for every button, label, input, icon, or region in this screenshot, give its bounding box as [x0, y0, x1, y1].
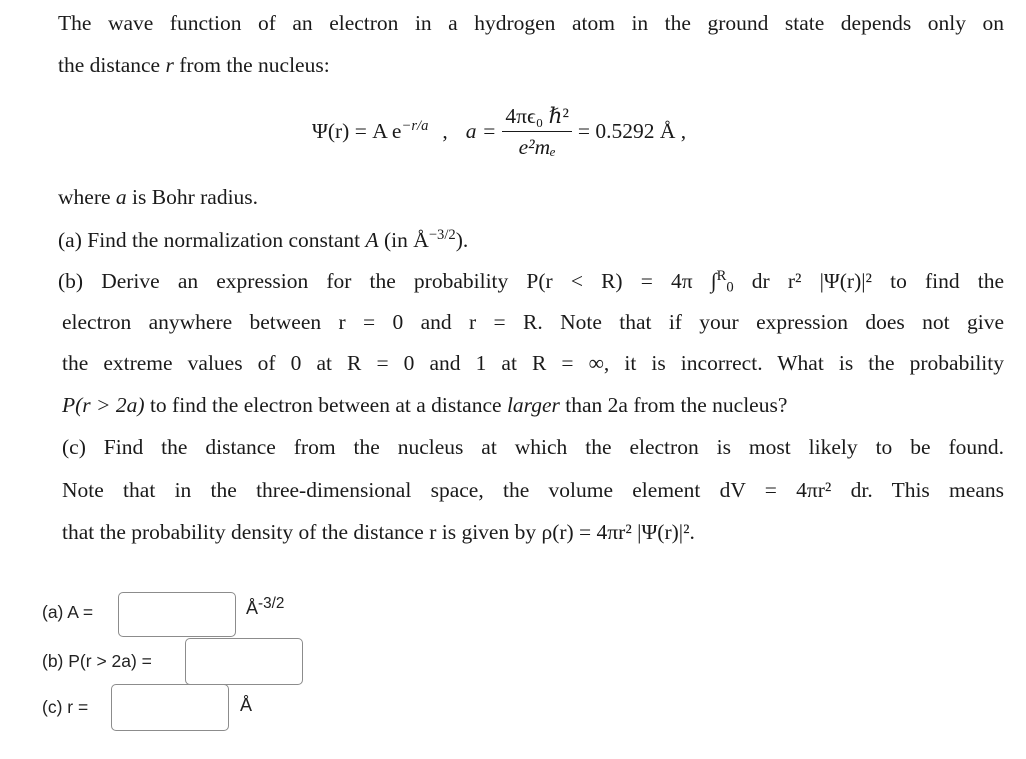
- part-b-line-2: electron anywhere between r = 0 and r = R. Note that if your expression does not give: [62, 310, 1004, 334]
- answer-a-input[interactable]: [118, 592, 236, 637]
- answer-b-input[interactable]: [185, 638, 303, 685]
- where-line: where a is Bohr radius.: [58, 185, 259, 209]
- part-a-question: (a) Find the normalization constant A (in $Å^{-3/2}$).: [58, 226, 469, 252]
- part-c-line-2: Note that in the three-dimensional space, the volume element dV = 4πr² dr. This means: [62, 478, 1004, 502]
- answer-c-unit: Å: [240, 695, 253, 715]
- fraction-denominator: e²mₑ: [518, 134, 556, 159]
- part-b-line-3: the extreme values of 0 at R = 0 and 1 at R = ∞, it is incorrect. What is the probability: [62, 351, 1004, 375]
- equation-comma: ,: [442, 118, 448, 143]
- psi-expression: Ψ(r) = A $e^{-r/a}$: [312, 117, 429, 143]
- part-c-line-3: that the probability density of the distance r is given by ρ(r) = 4πr² |Ψ(r)|².: [62, 520, 695, 544]
- part-c-line-1: (c) Find the distance from the nucleus at which the electron is most likely to be found.: [62, 435, 1004, 459]
- bohr-radius-value: = 0.5292 Å ,: [577, 118, 687, 143]
- bohr-radius-fraction: [502, 104, 571, 159]
- part-b-line-1: (b) Derive an expression for the probability P(r < R) = 4π ∫$^R_0$ dr r² |Ψ(r)|² to find the: [58, 267, 1005, 296]
- probability-integral: P(r < R) = 4π ∫$^R_0$ dr r² |Ψ(r)|²: [526, 267, 872, 296]
- wave-function-equation: [312, 96, 812, 166]
- answer-a-label: (a) A =: [42, 602, 94, 622]
- intro-line-1: The wave function of an electron in a hydrogen atom in the ground state depends only on: [58, 11, 1004, 35]
- part-b-line-4: P(r > 2a) to find the electron between at a distance larger than 2a from the nucleus?: [62, 393, 788, 417]
- answer-a-unit: $Å^{-3/2}$: [246, 594, 285, 618]
- answer-c-label: (c) r =: [42, 697, 89, 717]
- answer-c-input[interactable]: [111, 684, 229, 731]
- answer-b-label: (b) P(r > 2a) =: [42, 651, 152, 671]
- intro-line-2: the distance r from the nucleus:: [58, 53, 330, 77]
- bohr-a-eq: a =: [465, 118, 497, 143]
- fraction-numerator: 4πϵ₀ ℏ²: [502, 104, 571, 132]
